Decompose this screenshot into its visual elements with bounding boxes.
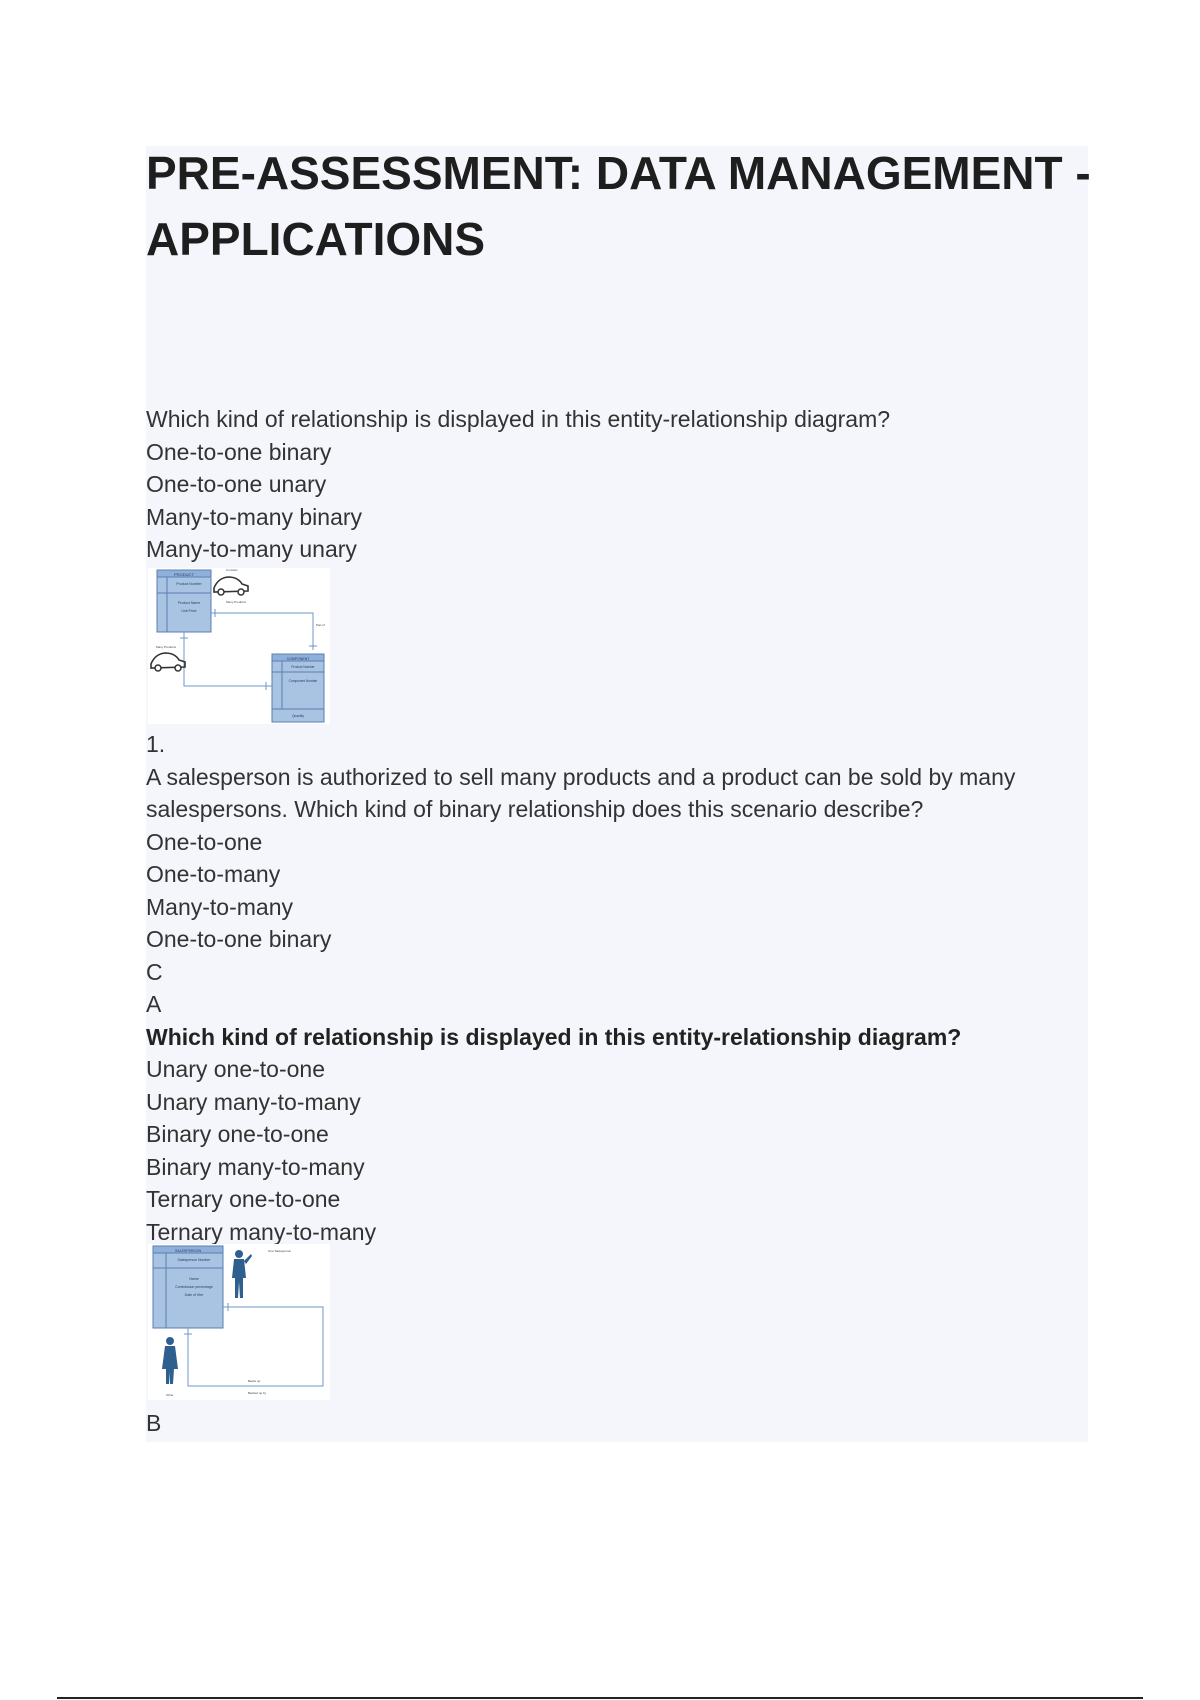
entity-product-title: PRODUCT <box>174 572 194 577</box>
entity-salesperson-attr: Commission percentage <box>175 1285 213 1289</box>
cardinality-label: Many Products <box>156 645 177 649</box>
entity-salesperson-pk: Salesperson Number <box>177 1258 211 1262</box>
entity-product-attr: Unit Price <box>181 609 197 613</box>
relationship-label: Backed up by <box>248 1391 267 1395</box>
option-item: One-to-one binary <box>146 438 332 465</box>
relationship-label: Backs up <box>248 1379 261 1383</box>
relationship-label: Consists <box>226 568 238 572</box>
car-icon <box>151 653 185 671</box>
person-icon <box>162 1337 178 1384</box>
person-icon <box>232 1250 252 1298</box>
page-title: PRE-ASSESSMENT: DATA MANAGEMENT - APPLICATIONS <box>146 147 1091 265</box>
option-item: Ternary one-to-one <box>146 1186 341 1212</box>
car-icon <box>214 577 248 595</box>
entity-component-title: COMPONENT <box>286 657 310 661</box>
option-item: Ternary many-to-many <box>146 1218 377 1245</box>
question-prompt: Which kind of relationship is displayed in this entity-relationship diagram? <box>146 406 891 432</box>
question-2 <box>146 728 1086 1248</box>
entity-salesperson-attr: Name <box>189 1277 199 1281</box>
entity-product-pk: Product Number <box>176 582 202 586</box>
er-diagram-salesperson <box>148 1244 330 1400</box>
er-diagram-product-component <box>148 568 330 724</box>
option-item: Many-to-many binary <box>146 503 363 530</box>
option-item: One-to-one unary <box>146 471 327 497</box>
entity-component-pk: Product Number <box>291 665 315 669</box>
option-item: Many-to-many <box>146 893 293 920</box>
option-item: Binary many-to-many <box>146 1153 365 1180</box>
option-item: One-to-many <box>146 861 281 887</box>
option-item: Many-to-many unary <box>146 536 357 562</box>
option-item: Unary one-to-one <box>146 1056 325 1082</box>
entity-component-pk: Component Number <box>288 679 318 683</box>
answer-key: A <box>146 991 162 1017</box>
question-3-answer <box>146 1407 1086 1440</box>
footer-rule <box>57 1697 1143 1699</box>
option-item: One-to-one binary <box>146 926 332 952</box>
cardinality-label: Many Products <box>226 600 247 604</box>
entity-product-attr: Product Name <box>177 601 201 605</box>
question-1 <box>146 403 1086 566</box>
answer-key: C <box>146 958 163 985</box>
question-3-prompt: Which kind of relationship is displayed in this entity-relationship diagram? <box>146 1023 962 1050</box>
question-number: 1. <box>146 731 166 757</box>
entity-salesperson-title: SALESPERSON <box>174 1249 202 1253</box>
relationship-label: Part of <box>316 623 325 627</box>
option-item: Unary many-to-many <box>146 1088 361 1115</box>
person-label: Other <box>166 1393 174 1397</box>
option-item: Binary one-to-one <box>146 1121 329 1147</box>
question-prompt: A salesperson is authorized to sell many products and a product can be sold by many salespersons. Which kind of binary relationship does this scenario describe? <box>146 763 1016 822</box>
entity-component-attr: Quantity <box>292 714 304 718</box>
entity-salesperson-attr: Date of Hire <box>184 1293 204 1297</box>
relationship-label: One Salesperson <box>268 1249 292 1253</box>
answer-key: B <box>146 1410 162 1436</box>
option-item: One-to-one <box>146 828 263 855</box>
